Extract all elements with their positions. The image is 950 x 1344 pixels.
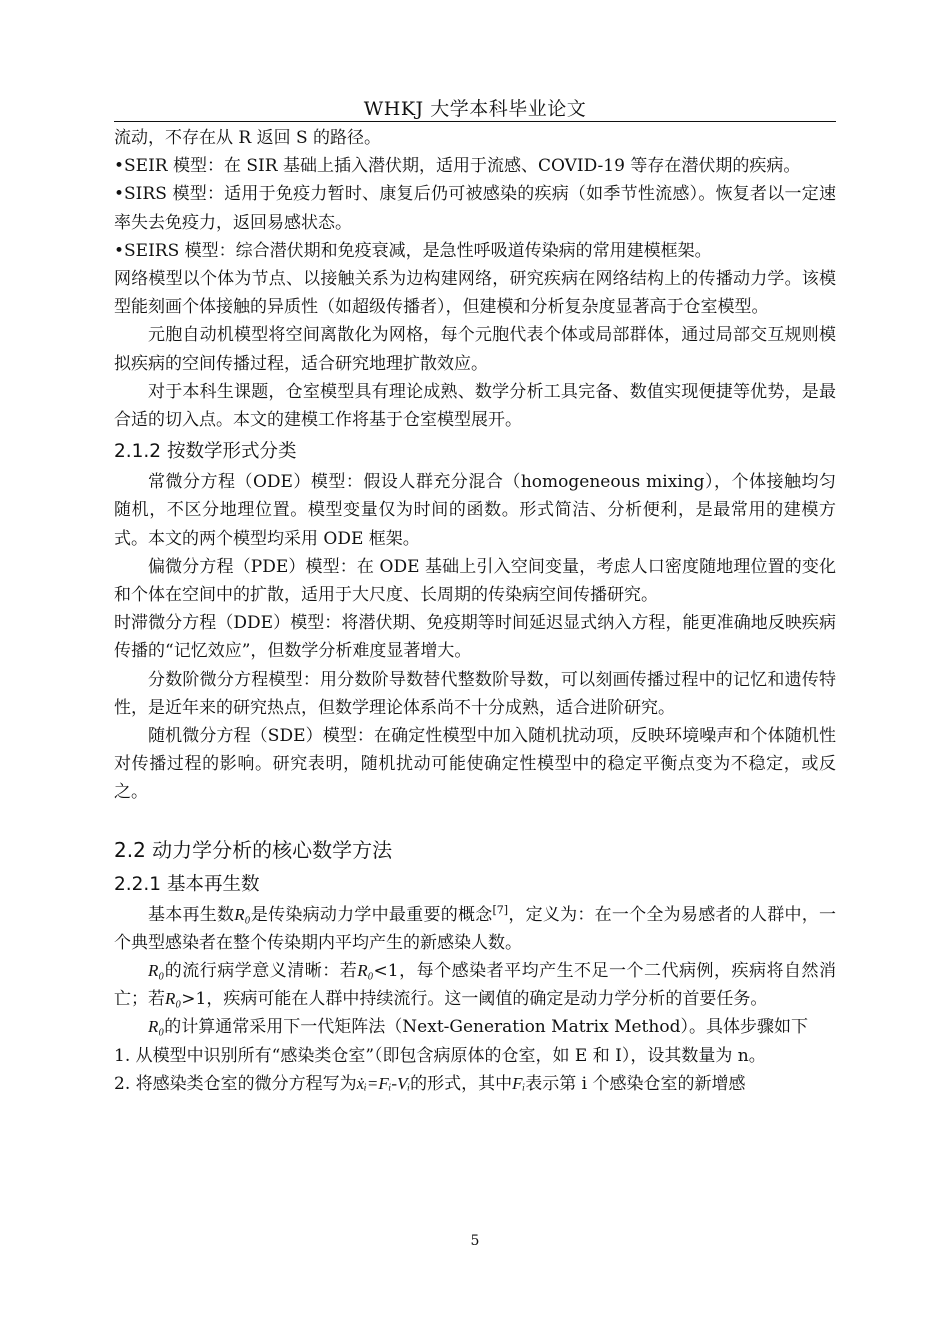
text: 基本再生数 [148, 904, 235, 925]
paragraph-network-model: 网络模型以个体为节点、以接触关系为边构建网络，研究疾病在网络结构上的传播动力学。该模型能刻画个体接触的异质性（如超级传播者），但建模和分析复杂度显著高于仓室模型。 [114, 269, 836, 318]
step-2 [114, 1070, 836, 1098]
text: 的计算通常采用下一代矩阵法（Next-Generation Matrix Method）。具体步骤如下 [164, 1017, 808, 1038]
paragraph-compartment-choice: 对于本科生课题，仓室模型具有理论成熟、数学分析工具完备、数值实现便捷等优势，是最合适的切入点。本文的建模工作将基于仓室模型展开。 [114, 381, 836, 431]
section-heading-2-1-2: 2.1.2 按数学形式分类 [114, 441, 297, 463]
paragraph-fractional: 分数阶微分方程模型：用分数阶导数替代整数阶导数，可以刻画传播过程中的记忆和遗传特性，是近年来的研究热点，但数学理论体系尚不十分成熟，适合进阶研究。 [114, 669, 836, 718]
text: 是传染病动力学中最重要的概念 [250, 904, 493, 925]
math-r0: R₀ [357, 961, 374, 981]
math-r0: R₀ [148, 961, 165, 981]
paragraph-r0-definition [114, 901, 836, 957]
page-number: 5 [470, 1233, 480, 1249]
text: 2. 将感染类仓室的微分方程写为 [114, 1073, 357, 1094]
citation[interactable]: [7] [492, 903, 509, 917]
bullet-seir: •SEIR 模型：在 SIR 基础上插入潜伏期，适用于流感、COVID-19 等存在潜伏期的疾病。 [114, 156, 801, 177]
text: 的形式，其中 [410, 1073, 513, 1094]
math-equation: ẋᵢ=Fᵢ-Vᵢ [356, 1073, 411, 1093]
paragraph-pde: 偏微分方程（PDE）模型：在 ODE 基础上引入空间变量，考虑人口密度随地理位置的变化和个体在空间中的扩散，适用于大尺度、长周期的传染病空间传播研究。 [114, 556, 836, 606]
text: 表示第 i 个感染仓室的新增感 [525, 1073, 746, 1094]
paragraph-cellular-automata: 元胞自动机模型将空间离散化为网格，每个元胞代表个体或局部群体，通过局部交互规则模拟疾病的空间传播过程，适合研究地理扩散效应。 [114, 325, 836, 374]
step-1: 1. 从模型中识别所有“感染类仓室”（即包含病原体的仓室，如 E 和 I），设其数量为 n。 [114, 1045, 766, 1066]
section-heading-2-2-1: 2.2.1 基本再生数 [114, 873, 260, 895]
section-heading-2-2: 2.2 动力学分析的核心数学方法 [114, 837, 393, 862]
paragraph-sde: 随机微分方程（SDE）模型：在确定性模型中加入随机扰动项，反映环境噪声和个体随机性对传播过程的影响。研究表明，随机扰动可能使确定性模型中的稳定平衡点变为不稳定，或反之。 [114, 726, 836, 803]
header-rule [114, 121, 836, 122]
math-lt-one: <1 [373, 961, 399, 982]
bullet-seirs: •SEIRS 模型：综合潜伏期和免疫衰减，是急性呼吸道传染病的常用建模框架。 [114, 240, 712, 261]
text: ，疾病可能在人群中持续流行。这一阈值的确定是动力学分析的首要任务。 [206, 989, 768, 1010]
bullet-sirs: •SIRS 模型：适用于免疫力暂时、康复后仍可被感染的疾病（如季节性流感）。恢复者以一定速率失去免疫力，返回易感状态。 [114, 184, 836, 233]
page-body [114, 124, 836, 1098]
paragraph-dde: 时滞微分方程（DDE）模型：将潜伏期、免疫期等时间延迟显式纳入方程，能更准确地反映疾病传播的“记忆效应”，但数学分析难度显著增大。 [114, 613, 836, 662]
math-gt-one: >1 [181, 989, 207, 1010]
paragraph: 流动，不存在从 R 返回 S 的路径。 [114, 128, 382, 148]
text: ，定义为：在一个全为易感者的人群中，一个典型感染者在整个传染期内平均产生的新感染人数。 [114, 904, 837, 953]
math-fi: Fᵢ [512, 1073, 526, 1093]
math-r0: R₀ [234, 904, 251, 924]
math-r0: R₀ [165, 989, 182, 1009]
text: ，每个感染者平均产生不足一个二代病例，疾病将自然消亡；若 [114, 961, 837, 1010]
paragraph-r0-threshold [114, 957, 836, 1013]
paragraph-ngm [114, 1013, 836, 1041]
paragraph-ode: 常微分方程（ODE）模型：假设人群充分混合（homogeneous mixing），个体接触均匀随机，不区分地理位置。模型变量仅为时间的函数。形式简洁、分析便利，是最常用的建模方式。本文的两个模型均采用 ODE 框架。 [114, 472, 836, 549]
text: 的流行病学意义清晰：若 [164, 961, 358, 982]
math-r0: R₀ [148, 1017, 165, 1037]
running-header: WHKJ 大学本科毕业论文 [363, 98, 587, 120]
